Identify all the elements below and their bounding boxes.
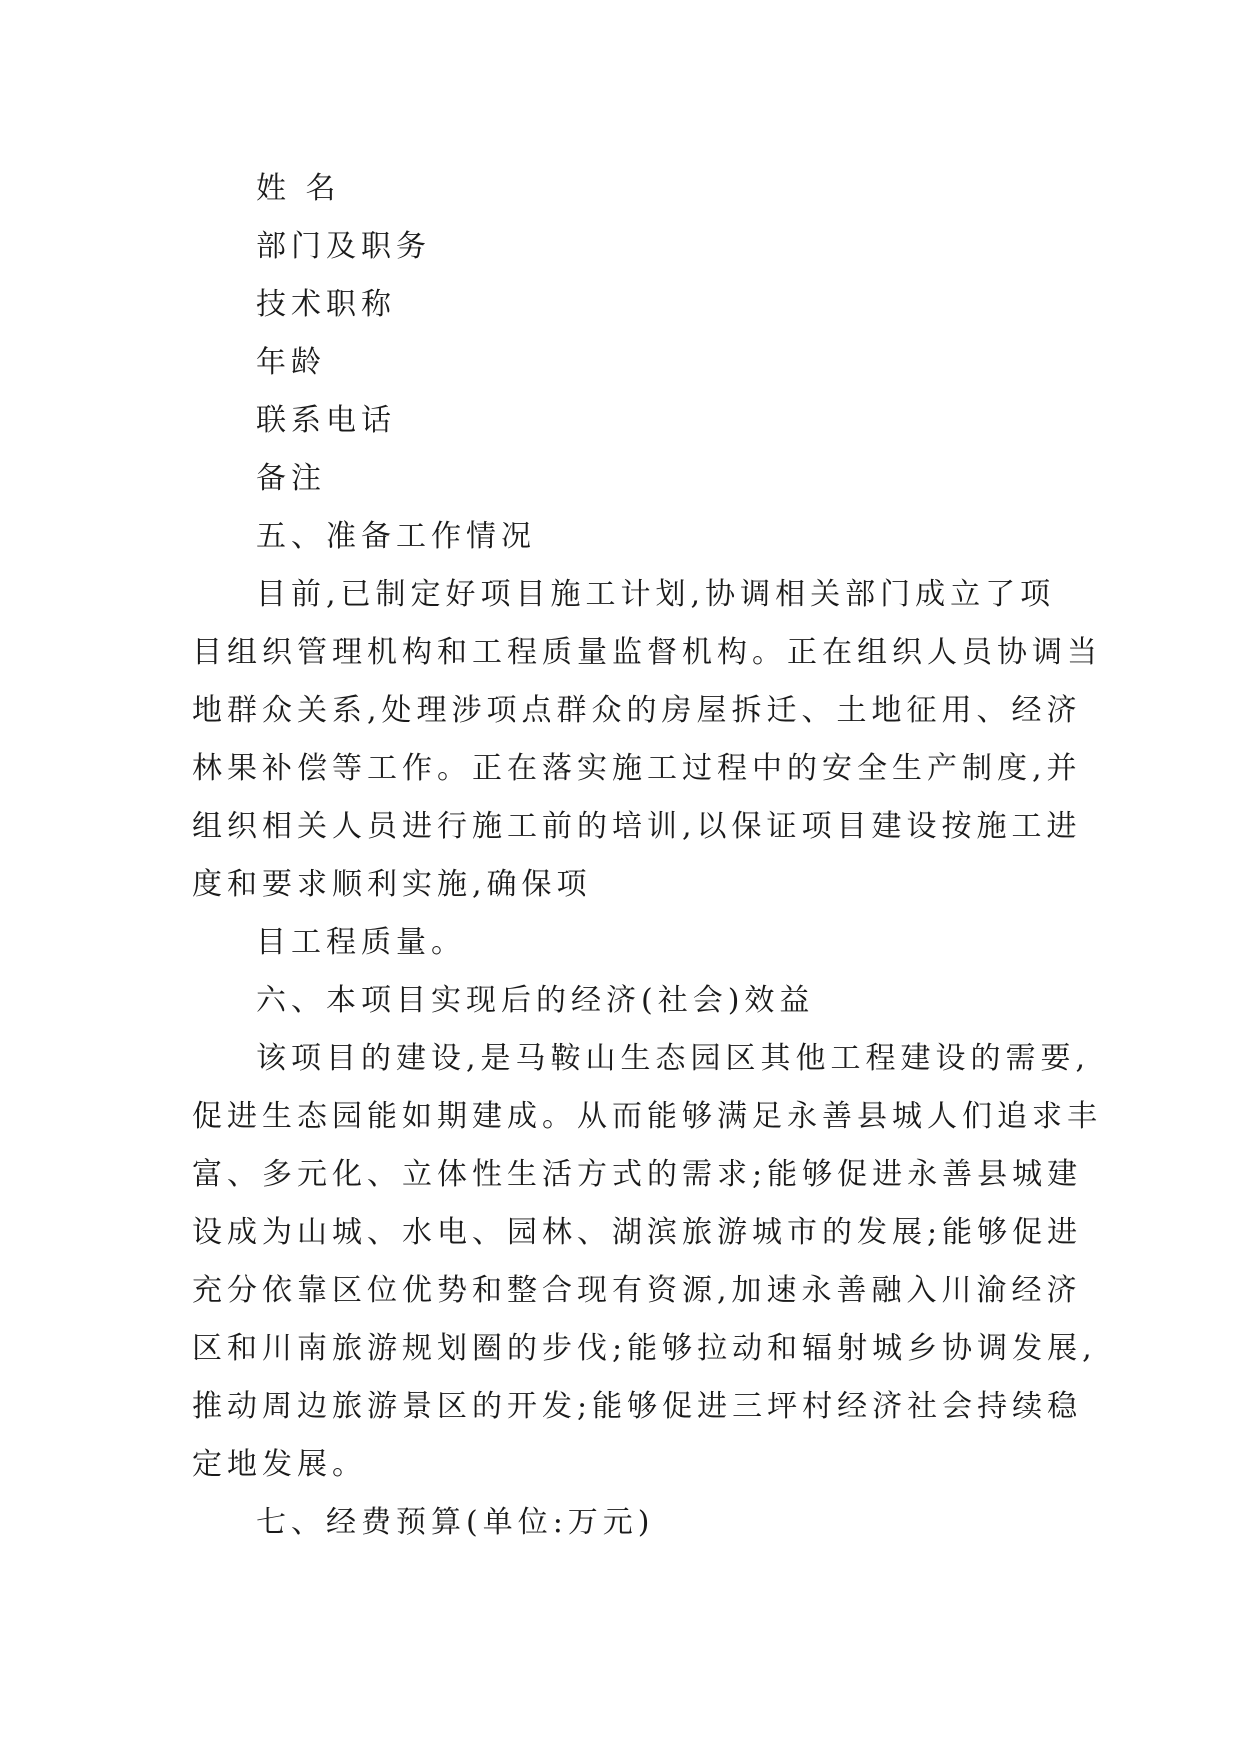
- paragraph-line: 度和要求顺利实施,确保项: [192, 867, 592, 902]
- section-5-heading: 五、准备工作情况: [256, 519, 536, 554]
- paragraph-line: 充分依靠区位优势和整合现有资源,加速永善融入川渝经济: [192, 1273, 1082, 1308]
- paragraph-line: 地群众关系,处理涉项点群众的房屋拆迁、土地征用、经济: [192, 693, 1082, 728]
- section-6-paragraph: [192, 1030, 1102, 1494]
- field-technical-title: 技术职称: [256, 287, 396, 322]
- paragraph-line: 区和川南旅游规划圈的步伐;能够拉动和辐射城乡协调发展,: [192, 1331, 1097, 1366]
- paragraph-line: 组织相关人员进行施工前的培训,以保证项目建设按施工进: [192, 809, 1082, 844]
- paragraph-line: 该项目的建设,是马鞍山生态园区其他工程建设的需要,: [256, 1041, 1091, 1076]
- paragraph-line: 目组织管理机构和工程质量监督机构。正在组织人员协调当: [192, 635, 1102, 670]
- field-remarks: 备注: [256, 461, 326, 496]
- section-6-heading: 六、本项目实现后的经济(社会)效益: [256, 983, 815, 1018]
- paragraph-line: 推动周边旅游景区的开发;能够促进三坪村经济社会持续稳: [192, 1389, 1083, 1424]
- paragraph-line: 富、多元化、立体性生活方式的需求;能够促进永善县城建: [192, 1157, 1083, 1192]
- paragraph-line: 定地发展。: [192, 1447, 367, 1482]
- paragraph-line: 目前,已制定好项目施工计划,协调相关部门成立了项: [256, 577, 1056, 612]
- section-7-heading: 七、经费预算(单位:万元): [256, 1505, 655, 1540]
- paragraph-line: 促进生态园能如期建成。从而能够满足永善县城人们追求丰: [192, 1099, 1102, 1134]
- paragraph-line: 林果补偿等工作。正在落实施工过程中的安全生产制度,并: [192, 751, 1082, 786]
- field-department-position: 部门及职务: [256, 229, 431, 264]
- field-phone: 联系电话: [256, 403, 396, 438]
- field-name: 姓 名: [256, 171, 341, 206]
- field-age: 年龄: [256, 345, 326, 380]
- section-5-paragraph: [192, 566, 1102, 914]
- paragraph-line: 设成为山城、水电、园林、湖滨旅游城市的发展;能够促进: [192, 1215, 1083, 1250]
- document-body: [192, 160, 1102, 1552]
- section-5-continuation: 目工程质量。: [256, 925, 466, 960]
